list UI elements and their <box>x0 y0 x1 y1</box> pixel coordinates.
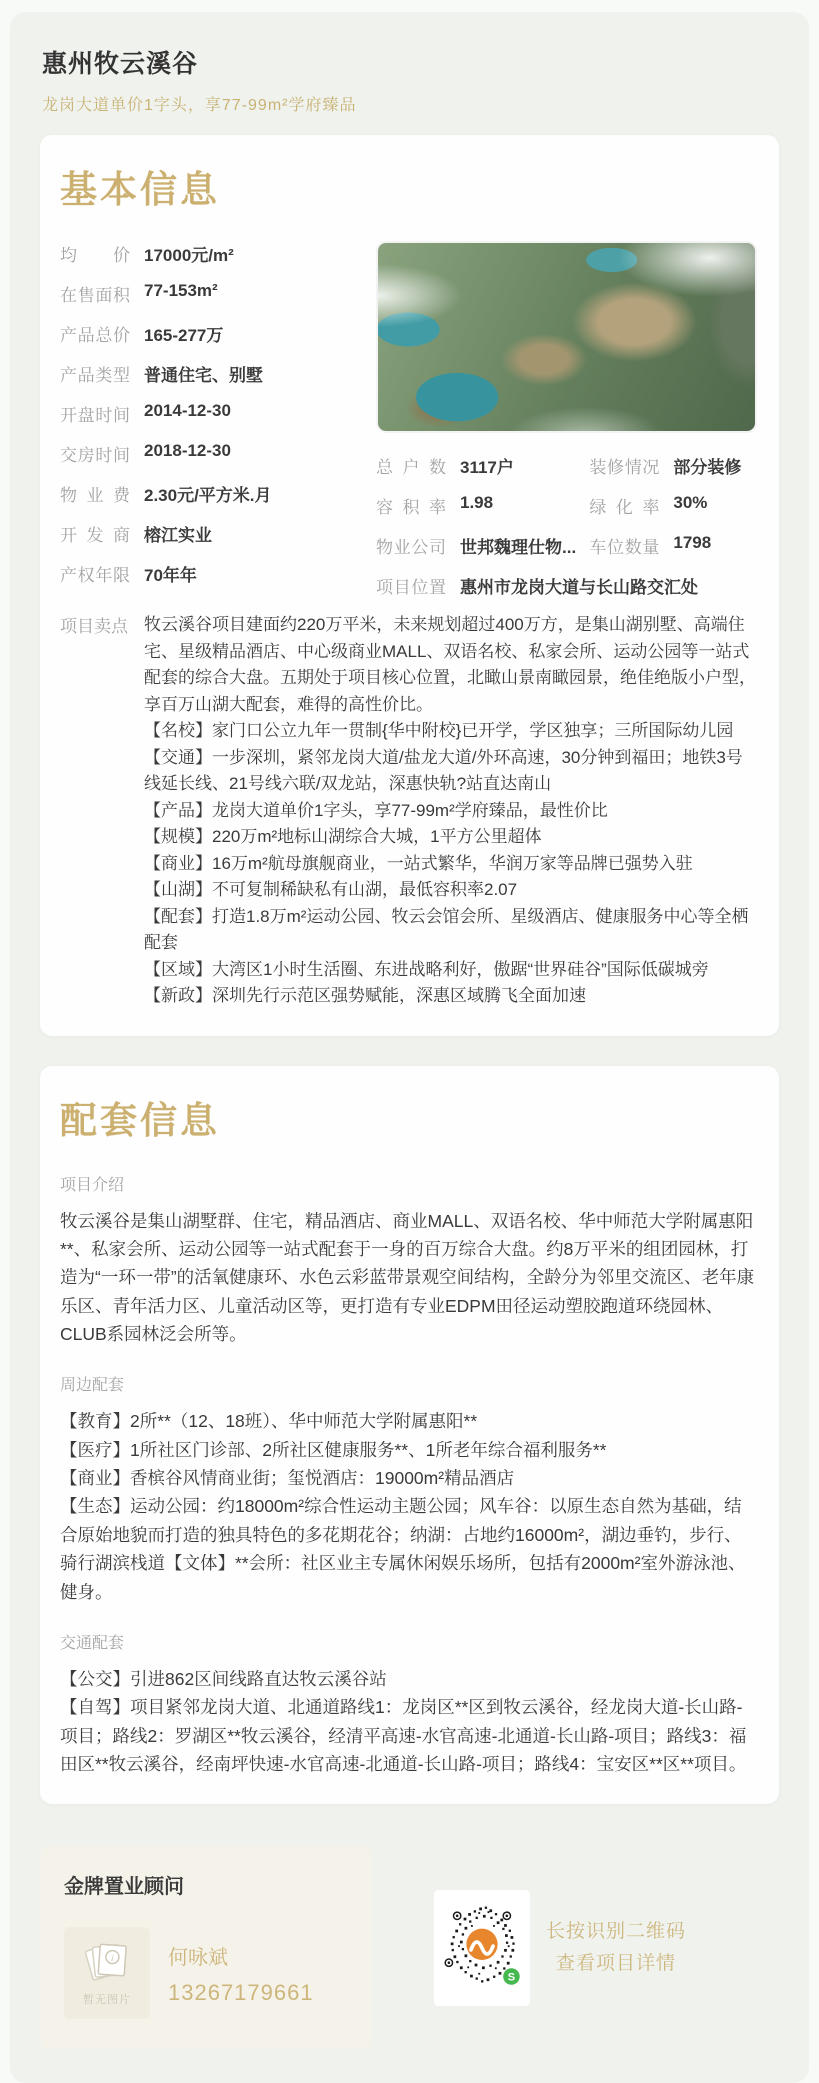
info-label: 在售面积 <box>60 286 130 305</box>
info-value: 惠州市龙岗大道与长山路交汇处 <box>460 578 698 597</box>
info-label: 项目位置 <box>376 578 446 597</box>
info-value: 165-277万 <box>144 326 224 345</box>
info-row-area <box>60 281 360 306</box>
info-value: 3117户 <box>460 458 514 477</box>
nearby-paragraph: 【生态】运动公园：约18000m²综合性运动主题公园；风车谷：以原生态自然为基础，结合原始地貌而打造的独具特色的多花期花谷；纳湖：占地约16000m²，湖边垂钓，步行、骑行湖滨栈道【文体】**会所：社区业主专属休闲娱乐场所，包括有2000m²室外游泳池、健身。 <box>60 1496 746 1602</box>
amenities-card <box>40 1066 779 1805</box>
selling-points-row <box>60 612 757 1010</box>
info-label: 产权年限 <box>60 566 130 585</box>
selling-point-paragraph: 【山湖】不可复制稀缺私有山湖，最低容积率2.07 <box>144 880 518 900</box>
qr-block <box>434 1890 686 2006</box>
svg-text:i: i <box>110 1953 115 1965</box>
page-header <box>10 12 809 135</box>
nearby-amenities-text <box>60 1407 757 1605</box>
info-value: 17000元/m² <box>144 246 234 265</box>
project-intro-paragraph: 牧云溪谷是集山湖墅群、住宅，精品酒店、商业MALL、双语名校、华中师范大学附属惠阳**、私家会所、运动公园等一站式配套于一身的百万综合大盘。约8万平米的组团园林，打造为“一环一带”的活氧健康环、水色云彩蓝带景观空间结构，全龄分为邻里交流区、老年康乐区、青年活力区、儿童活动区等，更打造有专业EDPM田径运动塑胶跑道环绕园林、CLUB系园林泛会所等。 <box>60 1210 755 1345</box>
qr-caption <box>546 1916 686 1979</box>
consultant-heading: 金牌置业顾问 <box>64 1876 184 1899</box>
project-intro-text <box>60 1207 757 1349</box>
page-background <box>10 12 809 2083</box>
info-value: 世邦魏理仕物... <box>460 538 577 557</box>
selling-point-paragraph: 【新政】深圳先行示范区强势赋能，深惠区域腾飞全面加速 <box>144 986 586 1006</box>
selling-point-paragraph: 牧云溪谷项目建面约220万平米，未来规划超过400万方，是集山湖别墅、高端住宅、星级精品酒店、中心级商业MALL、双语名校、私家会所、运动公园等一站式配套的综合大盘。五期处于项目核心位置，北瞰山景南瞰园景，绝佳绝版小户型，享百万山湖大配套，难得的高性价比。 <box>144 615 756 714</box>
info-row-delivery-date <box>60 441 360 466</box>
consultant-card <box>40 1846 372 2049</box>
qr-code[interactable] <box>434 1890 530 2006</box>
consultant-section <box>40 1846 779 2049</box>
info-label: 交房时间 <box>60 446 130 465</box>
basic-info-columns <box>60 241 757 602</box>
nearby-paragraph: 【医疗】1所社区门诊部、2所社区健康服务**、1所老年综合福利服务** <box>60 1439 607 1460</box>
project-subtitle: 龙岗大道单价1字头，享77-99m²学府臻品 <box>42 97 357 114</box>
info-label: 总户数 <box>376 458 446 477</box>
info-value: 2018-12-30 <box>144 441 231 460</box>
qr-caption-line2: 查看项目详情 <box>556 1952 677 1974</box>
no-photo-icon <box>81 1939 133 1987</box>
info-label: 均价 <box>60 246 130 265</box>
traffic-amenities-text <box>60 1665 757 1778</box>
info-label: 绿化率 <box>589 498 660 517</box>
project-title: 惠州牧云溪谷 <box>42 50 199 78</box>
svg-text:S: S <box>507 1971 516 1984</box>
info-pair-row <box>376 453 757 478</box>
info-row-price <box>60 241 360 266</box>
selling-point-paragraph: 【产品】龙岗大道单价1字头，享77-99m²学府臻品，最性价比 <box>144 800 608 820</box>
project-aerial-image[interactable] <box>376 241 757 433</box>
info-pair-row <box>376 493 757 518</box>
info-value: 2.30元/平方米.月 <box>144 486 272 505</box>
traffic-paragraph: 【自驾】项目紧邻龙岗大道、北通道路线1：龙岗区**区到牧云溪谷，经龙岗大道-长山路-项目；路线2：罗湖区**牧云溪谷，经清平高速-水官高速-北通道-长山路-项目；路线3：福田区**牧云溪谷，经南坪快速-水官高速-北通道-长山路-项目；路线4：宝安区**区**项目。 <box>60 1697 747 1774</box>
subsection-label-nearby: 周边配套 <box>60 1377 125 1395</box>
info-row-product-type <box>60 361 360 386</box>
amenities-heading: 配套信息 <box>60 1099 220 1141</box>
subsection-label-traffic: 交通配套 <box>60 1634 125 1652</box>
info-label: 物业公司 <box>376 538 446 557</box>
traffic-paragraph: 【公交】引进862区间线路直达牧云溪谷站 <box>60 1668 387 1689</box>
info-row-total-price <box>60 321 360 346</box>
nearby-paragraph: 【教育】2所**（12、18班）、华中师范大学附属惠阳** <box>60 1411 478 1432</box>
selling-points-label: 项目卖点 <box>60 617 128 636</box>
info-value: 榕江实业 <box>144 526 212 545</box>
info-row-tenure <box>60 561 360 586</box>
info-value: 1798 <box>673 533 712 552</box>
qr-caption-line1: 长按识别二维码 <box>546 1921 687 1943</box>
no-photo-text: 暂无图片 <box>83 1994 131 2007</box>
selling-point-paragraph: 【区域】大湾区1小时生活圈、东进战略利好，傲踞“世界硅谷”国际低碳城旁 <box>144 959 709 979</box>
nearby-paragraph: 【商业】香槟谷风情商业街；玺悦酒店：19000m²精品酒店 <box>60 1468 515 1489</box>
info-pair-row <box>376 533 757 558</box>
info-label: 开发商 <box>60 526 130 545</box>
info-row-developer <box>60 521 360 546</box>
info-label: 装修情况 <box>589 458 660 477</box>
agent-row <box>64 1927 350 2019</box>
info-row-location <box>376 573 757 598</box>
selling-point-paragraph: 【规模】220万m²地标山湖综合大城，1平方公里超体 <box>144 827 542 847</box>
agent-phone[interactable]: 13267179661 <box>168 1979 314 2005</box>
agent-avatar-placeholder <box>64 1927 150 2019</box>
info-value: 普通住宅、别墅 <box>144 366 263 385</box>
basic-info-card <box>40 135 779 1036</box>
info-value: 2014-12-30 <box>144 401 231 420</box>
selling-points-text <box>144 612 757 1010</box>
subsection-label-intro: 项目介绍 <box>60 1176 125 1194</box>
qr-code-icon <box>436 1902 528 1994</box>
selling-point-paragraph: 【交通】一步深圳，紧邻龙岗大道/盐龙大道/外环高速，30分钟到福田；地铁3号线延长线、21号线六联/双龙站，深惠快轨?站直达南山 <box>144 747 743 794</box>
info-value: 30% <box>673 493 708 512</box>
basic-info-heading: 基本信息 <box>60 169 220 210</box>
info-value: 77-153m² <box>144 281 218 300</box>
selling-point-paragraph: 【商业】16万m²航母旗舰商业，一站式繁华，华润万家等品牌已强势入驻 <box>144 853 693 873</box>
agent-meta <box>168 1941 314 2006</box>
info-label: 产品总价 <box>60 326 130 345</box>
selling-point-paragraph: 【名校】家门口公立九年一贯制{华中附校}已开学，学区独享；三所国际幼儿园 <box>144 721 734 741</box>
basic-info-left-column <box>60 241 360 602</box>
info-label: 车位数量 <box>589 538 660 557</box>
selling-point-paragraph: 【配套】打造1.8万m²运动公园、牧云会馆会所、星级酒店、健康服务中心等全栖配套 <box>144 906 749 953</box>
info-value: 1.98 <box>460 493 494 512</box>
info-row-open-date <box>60 401 360 426</box>
info-label: 物业费 <box>60 486 130 505</box>
info-label: 容积率 <box>376 498 446 517</box>
info-label: 开盘时间 <box>60 406 130 425</box>
info-value: 70年年 <box>144 566 197 585</box>
basic-info-right-column <box>376 241 757 602</box>
info-label: 产品类型 <box>60 366 130 385</box>
info-row-property-fee <box>60 481 360 506</box>
info-value: 部分装修 <box>673 458 742 477</box>
agent-name: 何咏斌 <box>168 1946 228 1969</box>
